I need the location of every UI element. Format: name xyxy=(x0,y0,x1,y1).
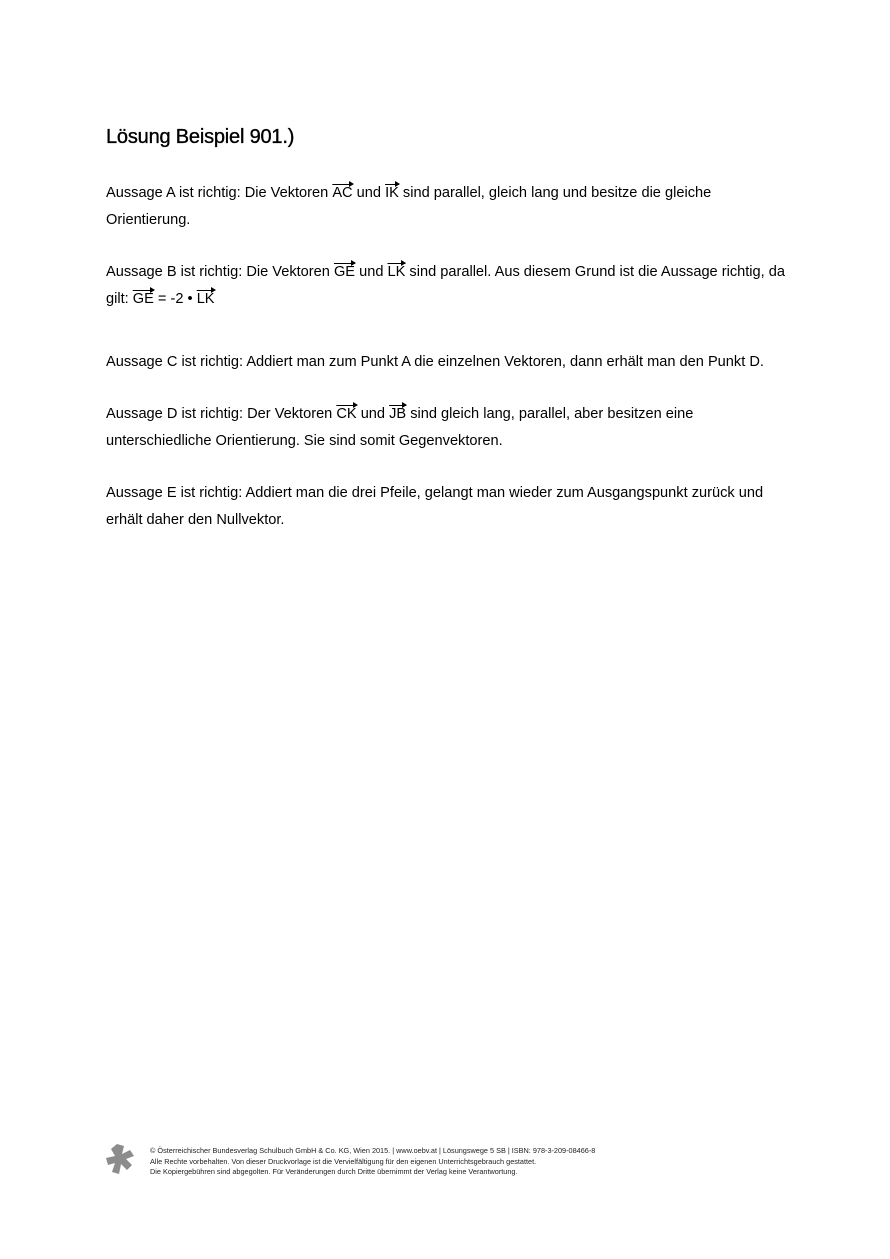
statement-a: Aussage A ist richtig: Die Vektoren $\overline{AC}$ und $\overline{IK}$ sind parallel, gleich lang und besitze die gleiche Orientierung. xyxy=(106,180,796,233)
footer-copyright xyxy=(150,1146,710,1178)
footer-line-2: Alle Rechte vorbehalten. Von dieser Druckvorlage ist die Vervielfältigung für den eigenen Unterrichtsgebrauch gestattet. xyxy=(150,1156,537,1166)
vector-jb: $\overline{JB}$ xyxy=(389,401,406,428)
page-title: Lösung Beispiel 901.) xyxy=(106,126,295,149)
statement-b: Aussage B ist richtig: Die Vektoren $\overline{GE}$ und $\overline{LK}$ sind parallel. Aus diesem Grund ist die Aussage richtig, da gilt: $\overline{GE} = -2$ • $\overline{LK}$ xyxy=(106,259,796,312)
vector-ik: $\overline{IK}$ xyxy=(385,180,399,207)
vector-lk-equation: $\overline{LK}$ xyxy=(197,286,215,313)
vector-lk: $\overline{LK}$ xyxy=(388,259,406,286)
footer-line-3: Die Kopiergebühren sind abgegolten. Für Veränderungen durch Dritte übernimmt der Verlag keine Verantwortung. xyxy=(150,1167,518,1176)
statement-d: Aussage D ist richtig: Der Vektoren $\overline{CK}$ und $\overline{JB}$ sind gleich lang, parallel, aber besitzen eine unterschiedliche Orientierung. Sie sind somit Gegenvektoren. xyxy=(106,401,796,454)
vector-ac: $\overline{AC}$ xyxy=(332,180,352,207)
vector-ge: $\overline{GE}$ xyxy=(334,259,355,286)
statement-c: Aussage C ist richtig: Addiert man zum Punkt A die einzelnen Vektoren, dann erhält man den Punkt D. xyxy=(106,354,764,370)
publisher-star-logo-icon xyxy=(106,1143,136,1175)
vector-ge-equation: $\overline{GE}$ xyxy=(133,286,154,313)
vector-ck: $\overline{CK}$ xyxy=(336,401,356,428)
statement-e: Aussage E ist richtig: Addiert man die drei Pfeile, gelangt man wieder zum Ausgangspunkt zurück und erhält daher den Nullvektor. xyxy=(106,485,764,528)
footer-line-1: © Österreichischer Bundesverlag Schulbuch GmbH & Co. KG, Wien 2015. | www.oebv.at | Lösungswege 5 SB | ISBN: 978-3-209-08466-8 xyxy=(150,1146,596,1155)
